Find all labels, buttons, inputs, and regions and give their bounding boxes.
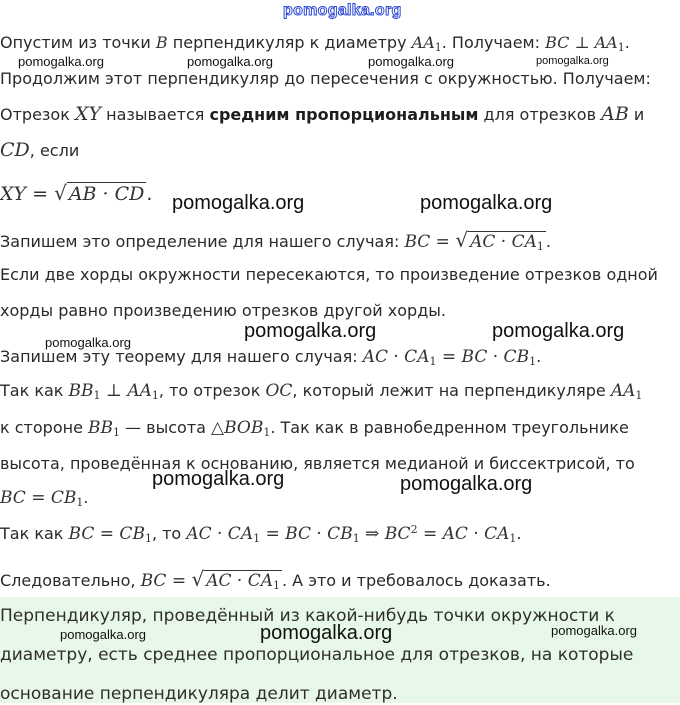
formula-xy-def: XY = √ AB · CD . <box>0 181 153 205</box>
math-bc-sqrt: BC = √ AC · $CA_1$ <box>404 228 544 253</box>
text-span: Так как <box>0 381 69 400</box>
text-line-8: хорды равно произведению отрезков другой хорды. <box>0 301 446 320</box>
math-conclusion-chain: AC · $CA_1$ = BC · $CB_1$ ⇒ $BC^2$ = AC · $CA_1$ <box>186 523 517 545</box>
text-span: называется <box>101 105 210 124</box>
text-line-14: Так как BC = $CB_1$, то AC · $CA_1$ = BC · $CB_1$ ⇒ $BC^2$ = AC · $CA_1$. <box>0 523 522 545</box>
text-span: Запишем это определение для нашего случая: <box>0 232 405 251</box>
text-line-15 <box>0 568 551 592</box>
math-oc: OC <box>265 381 293 401</box>
conclusion-note <box>0 597 680 703</box>
watermark-large: pomogalka.org <box>400 473 533 495</box>
text-span: Запишем эту теорему для нашего случая: <box>0 347 363 366</box>
text-span: . Получаем: <box>441 33 546 52</box>
math-xy-eq: XY = √ AB · CD <box>0 181 145 205</box>
text-span: и <box>628 105 645 124</box>
watermark-large: pomogalka.org <box>492 320 625 342</box>
text-span: , то <box>151 524 187 543</box>
math-triangle-bob1: $\triangle BOB_1$ <box>211 418 271 439</box>
text-line-9: Запишем эту теорему для нашего случая: AC · $CA_1$ = BC · $CB_1$. <box>0 347 542 368</box>
note-line-2: диаметру, есть среднее пропорциональное для отрезков, на которые <box>0 645 634 665</box>
text-span: . А это и требовалось доказать. <box>282 571 551 590</box>
math-chord-theorem: AC · $CA_1$ = BC · $CB_1$ <box>362 347 537 368</box>
text-span: Следовательно, <box>0 571 141 590</box>
text-span: , то отрезок <box>158 381 266 400</box>
text-span: к стороне <box>0 418 88 437</box>
text-span: Отрезок <box>0 105 75 124</box>
math-cd: CD <box>0 139 30 161</box>
text-span: для отрезков <box>478 105 602 124</box>
text-line-10 <box>0 380 642 402</box>
math-bc-sqrt-final: BC = √ AC · $CA_1$ <box>140 567 280 592</box>
math-ab: AB <box>601 103 629 125</box>
text-span: , который лежит на перпендикуляре <box>292 381 611 400</box>
note-line-1: Перпендикуляр, проведённый из какой-нибудь точки окружности к <box>0 606 615 626</box>
bold-term: средним пропорциональным <box>209 105 479 124</box>
watermark-small: pomogalka.org <box>60 627 146 642</box>
math-bc-eq-cb1: BC = $CB_1$ <box>0 488 84 509</box>
text-line-13: BC = $CB_1$. <box>0 488 89 509</box>
text-line-11 <box>0 417 629 439</box>
math-aa1: $AA_1$ <box>411 33 442 54</box>
text-span: Опустим из точки <box>0 33 156 52</box>
math-b: B <box>155 33 168 52</box>
text-span: . Так как в равнобедренном треугольнике <box>270 418 629 437</box>
math-xy: XY <box>74 103 102 125</box>
watermark-small: pomogalka.org <box>536 55 609 67</box>
text-line-3 <box>0 103 644 126</box>
watermark-small: pomogalka.org <box>551 623 637 638</box>
text-line-12: высота, проведённая к основанию, является медианой и биссектрисой, то <box>0 454 635 473</box>
watermark-large: pomogalka.org <box>420 192 553 214</box>
text-span: — высота <box>120 418 212 437</box>
watermark-small: pomogalka.org <box>45 335 131 350</box>
watermark-small: pomogalka.org <box>368 54 454 69</box>
watermark-small: pomogalka.org <box>187 54 273 69</box>
watermark-large: pomogalka.org <box>172 192 305 214</box>
text-line-1: Опустим из точки B перпендикуляр к диаметру $AA_1$. Получаем: BC ⊥ $AA_1$. <box>0 33 630 54</box>
text-line-7: Если две хорды окружности пересекаются, то произведение отрезков одной <box>0 265 658 284</box>
math-bc-eq-cb1: BC = $CB_1$ <box>68 524 152 545</box>
watermark-large: pomogalka.org <box>244 320 377 342</box>
note-line-3: основание перпендикуляра делит диаметр. <box>0 684 398 704</box>
text-span: , если <box>29 141 80 160</box>
watermark-large: pomogalka.org <box>152 468 285 490</box>
text-line-4 <box>0 139 79 162</box>
text-span: перпендикуляр к диаметру <box>167 33 412 52</box>
text-line-2: Продолжим этот перпендикуляр до пересечения с окружностью. Получаем: <box>0 69 651 88</box>
math-aa1: $AA_1$ <box>610 381 643 402</box>
text-line-6: Запишем это определение для нашего случая: BC = √ AC · $CA_1$ . <box>0 228 551 253</box>
text-span: Так как <box>0 524 69 543</box>
watermark-top: pomogalka.org <box>283 2 402 19</box>
watermark-large: pomogalka.org <box>260 622 393 644</box>
math-bc-perp-aa1: BC ⊥ $AA_1$ <box>545 33 625 54</box>
math-bb1-perp-aa1: $BB_1$ ⊥ $AA_1$ <box>68 381 159 402</box>
math-bb1: $BB_1$ <box>88 418 120 439</box>
watermark-small: pomogalka.org <box>18 54 104 69</box>
